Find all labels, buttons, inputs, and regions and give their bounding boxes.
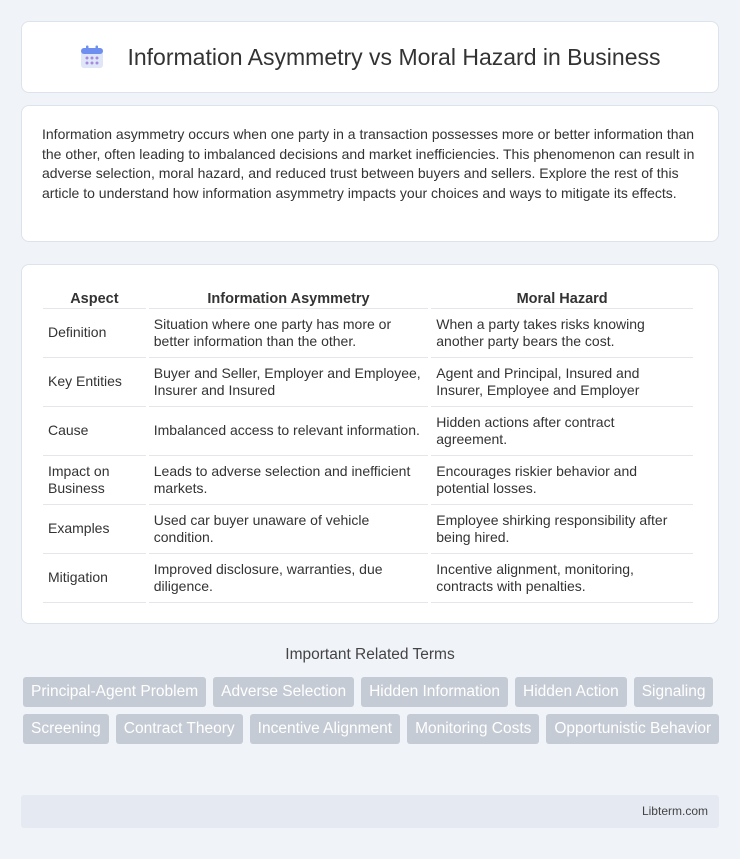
header-card — [21, 21, 719, 93]
row-aspect: Cause — [43, 407, 146, 456]
tag-signaling[interactable]: Signaling — [634, 677, 714, 707]
row-aspect: Definition — [43, 309, 146, 358]
row-information-asymmetry: Leads to adverse selection and inefficient markets. — [149, 456, 429, 505]
tag-hidden-action[interactable]: Hidden Action — [515, 677, 627, 707]
row-aspect: Impact on Business — [43, 456, 146, 505]
related-terms-list — [23, 677, 723, 744]
comparison-table — [40, 287, 696, 603]
header-information-asymmetry: Information Asymmetry — [149, 287, 429, 309]
table-row — [43, 309, 693, 358]
row-information-asymmetry: Situation where one party has more or better information than the other. — [149, 309, 429, 358]
tag-monitoring-costs[interactable]: Monitoring Costs — [407, 714, 539, 744]
intro-text: Information asymmetry occurs when one party in a transaction possesses more or better information than the other, often leading to imbalanced decisions and market inefficiencies. This phenomenon can result in adverse selection, moral hazard, and reduced trust between buyers and sellers. Explore the rest of this article to understand how information asymmetry impacts your choices and ways to mitigate its effects. — [42, 126, 695, 201]
footer — [21, 795, 719, 828]
tag-principal-agent-problem[interactable]: Principal-Agent Problem — [23, 677, 206, 707]
row-moral-hazard: Hidden actions after contract agreement. — [431, 407, 693, 456]
header-aspect: Aspect — [43, 287, 146, 309]
table-row — [43, 554, 693, 603]
footer-site-link[interactable]: Libterm.com — [641, 804, 708, 818]
header-moral-hazard: Moral Hazard — [431, 287, 693, 309]
row-aspect: Mitigation — [43, 554, 146, 603]
row-moral-hazard: When a party takes risks knowing another party bears the cost. — [431, 309, 693, 358]
tag-incentive-alignment[interactable]: Incentive Alignment — [250, 714, 400, 744]
comparison-table-card — [21, 264, 719, 624]
row-information-asymmetry: Buyer and Seller, Employer and Employee, Insurer and Insured — [149, 358, 429, 407]
row-information-asymmetry: Improved disclosure, warranties, due diligence. — [149, 554, 429, 603]
tag-opportunistic-behavior[interactable]: Opportunistic Behavior — [546, 714, 719, 744]
calendar-icon — [79, 44, 105, 70]
tag-contract-theory[interactable]: Contract Theory — [116, 714, 243, 744]
intro-card — [21, 105, 719, 242]
row-information-asymmetry: Used car buyer unaware of vehicle condition. — [149, 505, 429, 554]
row-moral-hazard: Employee shirking responsibility after being hired. — [431, 505, 693, 554]
tag-adverse-selection[interactable]: Adverse Selection — [213, 677, 354, 707]
tag-screening[interactable]: Screening — [23, 714, 109, 744]
row-aspect: Examples — [43, 505, 146, 554]
table-row — [43, 358, 693, 407]
row-moral-hazard: Agent and Principal, Insured and Insurer, Employee and Employer — [431, 358, 693, 407]
row-aspect: Key Entities — [43, 358, 146, 407]
row-moral-hazard: Incentive alignment, monitoring, contracts with penalties. — [431, 554, 693, 603]
table-row — [43, 505, 693, 554]
table-row — [43, 456, 693, 505]
page-title: Information Asymmetry vs Moral Hazard in Business — [127, 43, 661, 70]
row-information-asymmetry: Imbalanced access to relevant information. — [149, 407, 429, 456]
row-moral-hazard: Encourages riskier behavior and potential losses. — [431, 456, 693, 505]
table-header-row — [43, 287, 693, 309]
related-terms-title: Important Related Terms — [285, 646, 455, 663]
tag-hidden-information[interactable]: Hidden Information — [361, 677, 508, 707]
table-row — [43, 407, 693, 456]
